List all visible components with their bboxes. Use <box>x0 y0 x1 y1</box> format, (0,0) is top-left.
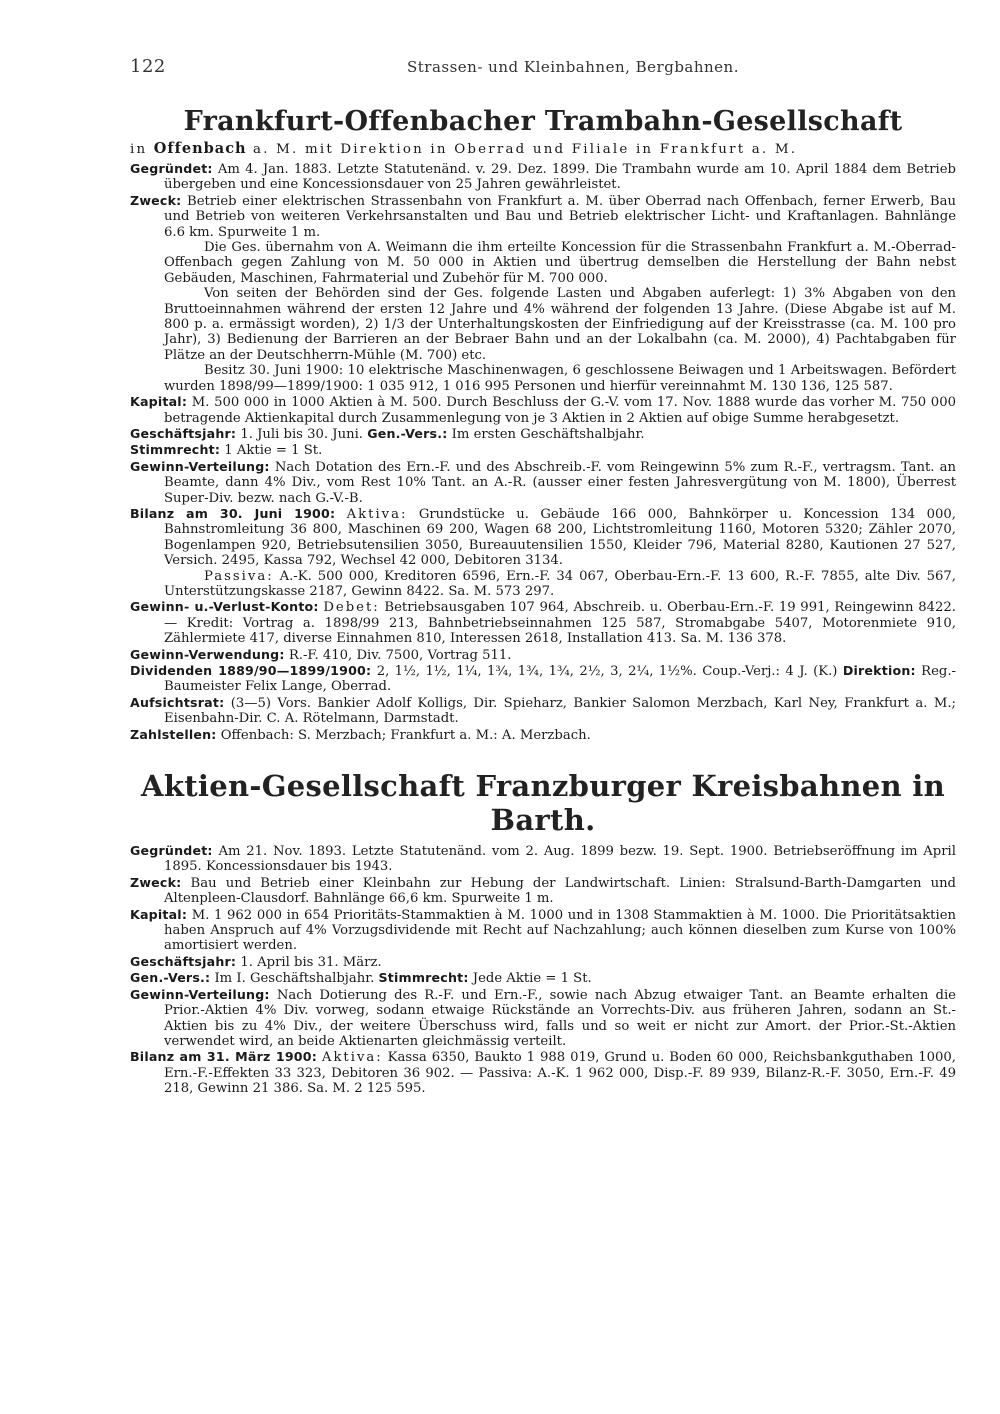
field-gewinn-verteilung <box>130 987 956 1050</box>
company-entry-franzburg <box>130 743 956 1097</box>
field-gewinn-verlust-konto <box>130 599 956 646</box>
field-geschaeftsjahr <box>130 426 956 442</box>
field-value: Bau und Betrieb einer Kleinbahn zur Hebung der Landwirtschaft. Linien: Stralsund-Barth-Damgarten und Altenpleen-Clausdorf. Bahnlänge 66,6 km. Spurweite 1 m. <box>164 875 956 907</box>
field-label: Geschäftsjahr: <box>130 953 237 969</box>
field-value: Grundstücke u. Gebäude 166 000, Bahnkörper u. Koncession 134 000, Bahnstromleitung 36 800, Maschinen 69 200, Wagen 68 200, Lichtstromleitung 1160, Motoren 5320; Zähler 2070, Bogenlampen 920, Betriebsutensilien 3050, Bureauutensilien 1550, Kleider 796, Material 8280, Kautionen 27 527, Versich. 2495, Kassa 792, Wechsel 42 000, Debitoren 3134. <box>164 506 956 569</box>
field-value: (3—5) Vors. Bankier Adolf Kolligs, Dir. Spieharz, Bankier Salomon Merzbach, Karl Ney, Frankfurt a. M.; Eisenbahn-Dir. C. A. Rötelmann, Darmstadt. <box>164 695 956 727</box>
field-gegruendet <box>130 161 956 193</box>
intro-city: Offenbach <box>153 140 247 157</box>
field-value: 1 Aktie = 1 St. <box>224 443 323 459</box>
debet-word: Debet: <box>323 600 380 616</box>
field-gewinn-verwendung <box>130 647 956 663</box>
field-stimmrecht <box>130 442 956 458</box>
field-gegruendet <box>130 843 956 875</box>
aktiva-word: Aktiva: <box>346 506 408 522</box>
field-value: Offenbach: S. Merzbach; Frankfurt a. M.: A. Merzbach. <box>220 727 591 743</box>
field-label: Gewinn- u.-Verlust-Konto: <box>130 599 319 615</box>
field-value: R.-F. 410, Div. 7500, Vortrag 511. <box>288 647 512 663</box>
field-value: 1. April bis 31. März. <box>240 954 382 970</box>
field-value: Reg.-Baumeister Felix Lange, Oberrad. <box>164 664 956 695</box>
field-label: Gegründet: <box>130 161 213 176</box>
field-value: Betriebsausgaben 107 964, Abschreib. u. Oberbau-Ern.-F. 19 991, Reingewinn 8422. — Kredit: Vortrag a. 1898/99 213, Bahnbetriebseinnahmen 125 587, Stromabgabe 5407, Motorenmiete 910, Zählermiete 417, diverse Einnahmen 810, Interessen 2618, Installation 413. Sa. M. 136 378. <box>164 600 956 647</box>
company-intro <box>130 139 956 159</box>
field-label: Dividenden 1889/90—1899/1900: <box>130 663 372 678</box>
field-label: Zweck: <box>130 192 182 208</box>
field-gewinn-verteilung <box>130 459 956 506</box>
zweck-paragraph-2: Die Ges. übernahm von A. Weimann die ihm erteilte Koncession für die Strassenbahn Frankfurt a. M.-Oberrad-Offenbach gegen Zahlung von M. 50 000 in Aktien und übertrug demselben die Herstellung der Bahn nebst Gebäuden, Maschinen, Fahrmaterial und Zubehör für M. 700 000. <box>164 240 956 286</box>
field-value: Nach Dotierung des R.-F. und Ern.-F., sowie nach Abzug etwaiger Tant. an Beamte erhalten die Prior.-Aktien 4% Div. vorweg, sodann etwaige Rückstände an Vorrechts-Div. aus früheren Jahren, sodann an St.-Aktien bis zu 4% Div., der weitere Überschuss wird, falls und so weit er nicht zur Amort. der Prior.-St.-Aktien verwendet wird, an beide Aktienarten gleichmässig verteilt. <box>164 987 956 1049</box>
zweck-paragraph-4: Besitz 30. Juni 1900: 10 elektrische Maschinenwagen, 6 geschlossene Beiwagen und 1 Arbeitswagen. Befördert wurden 1898/99—1899/1900: 1 035 912, 1 016 995 Personen und hierfür vereinnahmt M. 130 136, 125 587. <box>164 363 956 394</box>
field-dividenden <box>130 663 956 695</box>
intro-prefix: in <box>130 142 148 157</box>
page-number: 122 <box>130 56 166 77</box>
field-aufsichtsrat <box>130 695 956 727</box>
intro-rest: a. M. mit Direktion in Oberrad und Filiale in Frankfurt a. M. <box>253 142 798 157</box>
aktiva-word: Aktiva: <box>321 1050 383 1066</box>
running-title: Strassen- und Kleinbahnen, Bergbahnen. <box>406 58 739 76</box>
field-label: Bilanz am 30. Juni 1900: <box>130 505 336 521</box>
field-value: A.-K. 500 000, Kreditoren 6596, Ern.-F. 34 067, Oberbau-Ern.-F. 13 600, R.-F. 7855, alte Div. 567, Unterstützungskasse 2187, Gewinn 8422. Sa. M. 573 297. <box>164 568 956 599</box>
company-title: Aktien-Gesellschaft Franzburger Kreisbahnen in Barth. <box>141 769 945 838</box>
company-title: Frankfurt-Offenbacher Trambahn-Gesellschaft <box>183 106 903 137</box>
field-label: Gewinn-Verwendung: <box>130 646 285 662</box>
field-value: Im ersten Geschäftshalbjahr. <box>451 426 645 442</box>
field-value: Am 4. Jan. 1883. Letzte Statutenänd. v. 29. Dez. 1899. Die Trambahn wurde am 10. April 1884 dem Betrieb übergeben und eine Koncessionsdauer von 25 Jahren gewährleistet. <box>164 162 956 193</box>
running-head <box>130 56 956 84</box>
field-label: Bilanz am 31. März 1900: <box>130 1049 317 1065</box>
field-label: Gewinn-Verteilung: <box>130 986 270 1002</box>
field-bilanz <box>130 506 956 569</box>
field-label: Gegründet: <box>130 843 213 859</box>
passiva-paragraph <box>130 569 956 600</box>
field-value: Im I. Geschäftshalbjahr. <box>214 971 375 987</box>
field-label: Geschäftsjahr: <box>130 425 237 441</box>
field-value: 1. Juli bis 30. Juni. <box>240 426 363 442</box>
field-value: Kassa 6350, Baukto 1 988 019, Grund u. Boden 60 000, Reichsbankguthaben 1000, Ern.-F.-Effekten 33 323, Debitoren 36 902. — Passiva: A.-K. 1 962 000, Disp.-F. 89 939, Bilanz-R.-F. 3050, Ern.-F. 49 218, Gewinn 21 386. Sa. M. 2 125 595. <box>164 1050 956 1097</box>
field-gen-vers <box>130 970 956 986</box>
field-kapital <box>130 394 956 426</box>
field-value: M. 500 000 in 1000 Aktien à M. 500. Durch Beschluss der G.-V. vom 17. Nov. 1888 wurde das vorher M. 750 000 betragende Aktienkapital durch Zusammenlegung von je 3 Aktien in 2 Aktien auf obige Summe herabgesetzt. <box>164 395 956 426</box>
field-value: Am 21. Nov. 1893. Letzte Statutenänd. vom 2. Aug. 1899 bezw. 19. Sept. 1900. Betriebseröffnung im April 1895. Koncessionsdauer bis 1943. <box>164 844 956 875</box>
field-value: Betrieb einer elektrischen Strassenbahn von Frankfurt a. M. über Oberrad nach Offenbach, ferner Erwerb, Bau und Betrieb von weiteren Verkehrsanstalten und Bau und Betrieb elektrischer Licht- und Kraftanlagen. Bahnlänge 6.6 km. Spurweite 1 m. <box>164 193 956 240</box>
field-kapital <box>130 907 956 954</box>
field-value: Nach Dotation des Ern.-F. und des Abschreib.-F. vom Reingewinn 5% zum R.-F., vertragsm. Tant. an Beamte, dann 4% Div., vom Rest 10% Tant. an A.-R. (ausser einer festen Jahresvergütung von M. 1800), Überrest Super-Div. bezw. nach G.-V.-B. <box>164 459 956 506</box>
field-bilanz <box>130 1049 956 1096</box>
field-value: Jede Aktie = 1 St. <box>472 971 592 987</box>
field-label: Kapital: <box>130 906 188 922</box>
field-zahlstellen <box>130 727 956 743</box>
field-label: Zahlstellen: <box>130 726 217 742</box>
field-value: M. 1 962 000 in 654 Prioritäts-Stammaktien à M. 1000 und in 1308 Stammaktien à M. 1000. Die Prioritätsaktien haben Anspruch auf 4% Vorzugsdividende mit Recht auf Nachzahlung; auch können dieselben zum Kurse von 100% amortisiert werden. <box>164 907 956 954</box>
field-label: Stimmrecht: <box>130 442 221 458</box>
field-label: Aufsichtsrat: <box>130 694 225 710</box>
field-label: Gen.-Vers.: <box>367 425 448 441</box>
field-label: Gen.-Vers.: <box>130 970 211 986</box>
field-zweck <box>130 193 956 240</box>
field-value: 2, 1½, 1½, 1¼, 1¾, 1¾, 1¾, 2½, 3, 2¼, 1½%. Coup.-Verj.: 4 J. (K.) <box>376 664 838 679</box>
field-label: Zweck: <box>130 874 182 890</box>
field-zweck <box>130 875 956 907</box>
field-geschaeftsjahr <box>130 954 956 970</box>
field-label: Stimmrecht: <box>378 970 469 986</box>
field-label: Direktion: <box>842 663 916 678</box>
company-entry-frankfurt-offenbach <box>130 84 956 743</box>
passiva-word: Passiva: <box>204 568 274 584</box>
zweck-paragraph-3: Von seiten der Behörden sind der Ges. folgende Lasten und Abgaben auferlegt: 1) 3% Abgaben von den Bruttoeinnahmen während der ersten 12 Jahre und 4% während der folgenden 13 Jahre. (Diese Abgabe ist auf M. 800 p. a. ermässigt worden), 2) 1/3 der Unterhaltungskosten der Einfriedigung auf der Kreisstrasse (ca. M. 100 pro Jahr), 3) Bedienung der Barrieren an der Bebraer Bahn und an der Lokalbahn (ca. M. 2000), 4) Pachtabgaben für Plätze an der Deutschherrn-Mühle (M. 700) etc. <box>164 286 956 363</box>
field-label: Gewinn-Verteilung: <box>130 458 270 474</box>
field-label: Kapital: <box>130 394 188 410</box>
